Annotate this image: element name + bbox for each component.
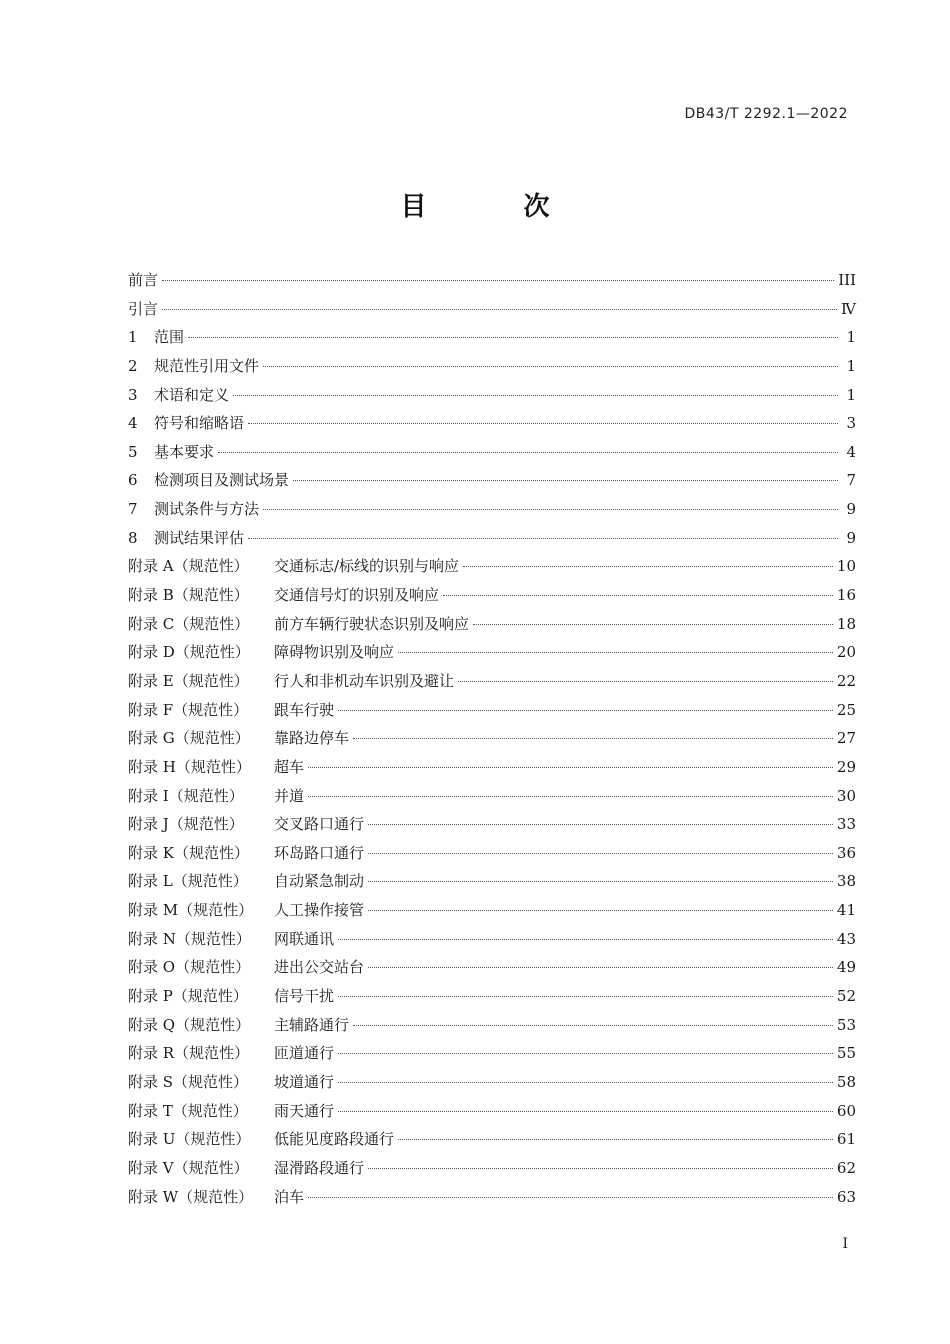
toc-entry-page: 16 [836,586,856,605]
toc-entry[interactable] [128,266,856,295]
toc-entry-annex-prefix: 附录 P（规范性） [128,987,248,1006]
toc-entry[interactable] [128,1097,856,1126]
toc-entry[interactable] [128,1011,856,1040]
toc-entry-annex-prefix: 附录 K（规范性） [128,843,249,862]
toc-entry-annex-prefix: 附录 E（规范性） [128,671,249,690]
toc-entry-annex-prefix: 附录 H（规范性） [128,757,251,776]
toc-entry-page: 53 [836,1015,856,1034]
toc-entry-label: 湿滑路段通行 [274,1158,365,1177]
toc-entry[interactable] [128,753,856,782]
toc-entry-number: 3 [128,385,138,404]
toc-entry-page: 9 [846,500,856,519]
toc-entry-label: 前方车辆行驶状态识别及响应 [274,614,470,633]
toc-dot-leader [398,652,833,653]
toc-dot-leader [293,480,838,481]
toc-dot-leader [398,1139,833,1140]
toc-entry-page: 18 [836,614,856,633]
toc-entry-label: 跟车行驶 [274,700,335,719]
toc-entry-number: 6 [128,471,138,490]
toc-entry-label: 障碍物识别及响应 [274,643,395,662]
toc-entry[interactable] [128,1154,856,1183]
toc-dot-leader [218,452,838,453]
toc-entry-number: 7 [128,500,138,519]
toc-entry-number: 5 [128,442,138,461]
toc-entry-annex-prefix: 附录 M（规范性） [128,901,254,920]
toc-entry-page: 60 [836,1101,856,1120]
toc-entry[interactable] [128,839,856,868]
toc-entry[interactable] [128,1125,856,1154]
toc-entry[interactable] [128,953,856,982]
toc-entry-page: 43 [836,929,856,948]
toc-entry-page: 9 [846,528,856,547]
toc-entry-label: 交通标志/标线的识别与响应 [274,557,460,576]
toc-entry-label: 并道 [274,786,305,805]
toc-entry[interactable] [128,724,856,753]
toc-entry-annex-prefix: 附录 J（规范性） [128,815,244,834]
toc-entry-page: 41 [836,901,856,920]
toc-dot-leader [248,538,838,539]
toc-entry-annex-prefix: 附录 O（规范性） [128,958,251,977]
toc-entry-label: 测试条件与方法 [154,500,260,519]
toc-entry-label: 符号和缩略语 [154,414,245,433]
toc-dot-leader [162,309,837,310]
toc-dot-leader [338,1111,833,1112]
toc-dot-leader [162,280,834,281]
toc-entry-label: 测试结果评估 [154,528,245,547]
toc-entry-label: 范围 [154,328,185,347]
toc-entry[interactable] [128,638,856,667]
toc-entry-page: 52 [836,987,856,1006]
toc-entry-page: 25 [836,700,856,719]
toc-dot-leader [308,1197,833,1198]
toc-dot-leader [338,1053,833,1054]
toc-entry-page: 62 [836,1158,856,1177]
toc-dot-leader [443,595,833,596]
toc-entry[interactable] [128,1183,856,1212]
toc-entry-page: 58 [836,1072,856,1091]
toc-entry-page: 1 [846,356,856,375]
toc-entry-annex-prefix: 附录 D（规范性） [128,643,250,662]
toc-entry[interactable] [128,896,856,925]
toc-entry-label: 进出公交站台 [274,958,365,977]
toc-entry-label: 术语和定义 [154,385,230,404]
toc-entry-annex-prefix: 附录 T（规范性） [128,1101,248,1120]
toc-dot-leader [248,423,838,424]
toc-entry-page: 36 [836,843,856,862]
toc-entry[interactable] [128,323,856,352]
toc-entry-annex-prefix: 附录 G（规范性） [128,729,250,748]
toc-entry-page: 55 [836,1044,856,1063]
toc-dot-leader [338,1082,833,1083]
toc-entry-label: 交通信号灯的识别及响应 [274,586,440,605]
toc-entry-annex-prefix: 附录 R（规范性） [128,1044,250,1063]
toc-dot-leader [368,910,833,911]
toc-entry[interactable] [128,1068,856,1097]
toc-entry-annex-prefix: 附录 A（规范性） [128,557,249,576]
toc-dot-leader [263,509,838,510]
toc-entry-label: 匝道通行 [274,1044,335,1063]
toc-entry[interactable] [128,782,856,811]
toc-entry-label: 信号干扰 [274,987,335,1006]
page-number: I [842,1236,848,1252]
toc-entry-number: 2 [128,356,138,375]
toc-entry-label: 主辅路通行 [274,1015,350,1034]
toc-entry-annex-prefix: 附录 N（规范性） [128,929,251,948]
toc-entry-page: 63 [836,1187,856,1206]
toc-entry-label: 环岛路口通行 [274,843,365,862]
toc-entry[interactable] [128,438,856,467]
toc-entry[interactable] [128,381,856,410]
toc-entry-annex-prefix: 附录 I（规范性） [128,786,244,805]
toc-dot-leader [308,767,833,768]
toc-dot-leader [338,996,833,997]
toc-entry-annex-prefix: 附录 V（规范性） [128,1158,249,1177]
toc-entry-label: 检测项目及测试场景 [154,471,290,490]
table-of-contents [128,266,856,1211]
page-title: 目 次 [400,192,594,222]
toc-entry[interactable] [128,495,856,524]
toc-entry-page: 22 [836,671,856,690]
toc-entry-label: 引言 [128,299,159,318]
toc-entry-label: 靠路边停车 [274,729,350,748]
toc-entry[interactable] [128,610,856,639]
toc-dot-leader [368,967,833,968]
toc-entry[interactable] [128,295,856,324]
toc-dot-leader [263,366,838,367]
standard-code: DB43/T 2292.1—2022 [684,106,848,122]
toc-entry-page: 10 [836,557,856,576]
toc-entry-annex-prefix: 附录 L（规范性） [128,872,248,891]
toc-entry-label: 网联通讯 [274,929,335,948]
toc-entry[interactable] [128,581,856,610]
toc-entry[interactable] [128,524,856,553]
toc-entry[interactable] [128,466,856,495]
toc-entry-page: III [838,271,856,289]
toc-dot-leader [473,624,833,625]
toc-entry[interactable] [128,352,856,381]
toc-entry-page: 30 [836,786,856,805]
toc-dot-leader [233,395,838,396]
toc-entry-page: 4 [846,442,856,461]
toc-entry-number: 1 [128,328,138,347]
toc-dot-leader [353,738,833,739]
toc-entry-label: 行人和非机动车识别及避让 [274,671,455,690]
toc-entry[interactable] [128,696,856,725]
toc-entry[interactable] [128,667,856,696]
toc-dot-leader [188,337,838,338]
toc-dot-leader [338,710,833,711]
toc-entry-page: 20 [836,643,856,662]
toc-entry-annex-prefix: 附录 F（规范性） [128,700,249,719]
toc-entry-number: 8 [128,528,138,547]
toc-entry-page: 29 [836,757,856,776]
toc-entry-label: 坡道通行 [274,1072,335,1091]
toc-entry[interactable] [128,1039,856,1068]
toc-dot-leader [308,796,833,797]
toc-entry[interactable] [128,810,856,839]
toc-entry-page: Ⅳ [841,299,856,318]
toc-entry[interactable] [128,409,856,438]
toc-entry-annex-prefix: 附录 S（规范性） [128,1072,249,1091]
toc-entry-page: 27 [836,729,856,748]
toc-entry-page: 7 [846,471,856,490]
toc-entry-page: 1 [846,385,856,404]
toc-entry-annex-prefix: 附录 U（规范性） [128,1130,251,1149]
toc-dot-leader [368,853,833,854]
toc-entry-label: 低能见度路段通行 [274,1130,395,1149]
toc-entry-page: 33 [836,815,856,834]
toc-entry-annex-prefix: 附录 W（规范性） [128,1187,254,1206]
toc-entry-label: 雨天通行 [274,1101,335,1120]
toc-entry-label: 前言 [128,271,159,289]
toc-dot-leader [338,939,833,940]
toc-entry-page: 49 [836,958,856,977]
toc-dot-leader [463,566,833,567]
toc-entry-label: 人工操作接管 [274,901,365,920]
toc-entry-page: 3 [846,414,856,433]
toc-entry-annex-prefix: 附录 Q（规范性） [128,1015,251,1034]
toc-dot-leader [368,824,833,825]
toc-entry-label: 交叉路口通行 [274,815,365,834]
toc-entry-page: 61 [836,1130,856,1149]
toc-entry-label: 泊车 [274,1187,305,1206]
toc-dot-leader [458,681,833,682]
toc-entry[interactable] [128,925,856,954]
toc-entry-label: 超车 [274,757,305,776]
toc-entry-annex-prefix: 附录 B（规范性） [128,586,249,605]
toc-entry[interactable] [128,552,856,581]
toc-entry-page: 38 [836,872,856,891]
toc-dot-leader [368,881,833,882]
toc-entry-label: 自动紧急制动 [274,872,365,891]
toc-entry[interactable] [128,982,856,1011]
toc-dot-leader [353,1025,833,1026]
toc-entry-page: 1 [846,328,856,347]
toc-entry-label: 基本要求 [154,442,215,461]
toc-entry-label: 规范性引用文件 [154,356,260,375]
toc-entry-number: 4 [128,414,138,433]
toc-entry-annex-prefix: 附录 C（规范性） [128,614,250,633]
toc-entry[interactable] [128,867,856,896]
toc-dot-leader [368,1168,833,1169]
